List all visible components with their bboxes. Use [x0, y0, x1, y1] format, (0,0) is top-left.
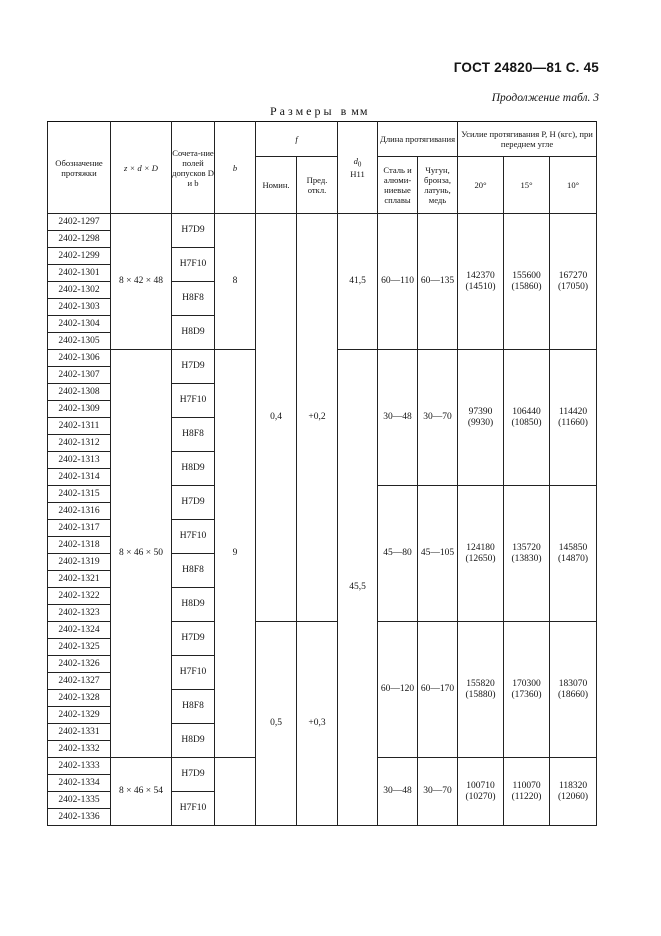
force-10-cell [550, 486, 597, 622]
force-kgf: (15860) [511, 281, 542, 292]
col-angle-15: 15° [504, 157, 550, 214]
designation-cell: 2402-1315 [48, 486, 111, 503]
force-n: 110070 [512, 780, 541, 791]
designation-cell: 2402-1324 [48, 622, 111, 639]
b-cell [215, 758, 256, 826]
length-steel-cell: 45—80 [378, 486, 418, 622]
col-b: b [215, 122, 256, 214]
designation-cell: 2402-1336 [48, 809, 111, 826]
force-15-cell [504, 214, 550, 350]
d0-cell: 45,5 [338, 350, 378, 826]
standard-header: ГОСТ 24820—81 С. 45 [453, 60, 599, 75]
col-f-nominal: Номин. [256, 157, 297, 214]
force-n: 145850 [558, 542, 588, 553]
caption-unit: в мм [340, 104, 369, 118]
designation-cell: 2402-1325 [48, 639, 111, 656]
force-n: 183070 [558, 678, 588, 689]
length-steel-cell: 30—48 [378, 350, 418, 486]
force-15-cell [504, 350, 550, 486]
designation-cell: 2402-1311 [48, 418, 111, 435]
length-steel-cell: 30—48 [378, 758, 418, 826]
col-tolerance-combo: Сочета-ние полей допусков D и b [172, 122, 215, 214]
tolerance-cell: H8D9 [172, 452, 215, 486]
force-n: 167270 [558, 270, 588, 281]
force-n: 124180 [466, 542, 495, 553]
force-kgf: (17050) [557, 281, 589, 292]
force-20-cell [458, 350, 504, 486]
force-n: 106440 [512, 406, 541, 417]
zdD-cell: 8 × 42 × 48 [111, 214, 172, 350]
designation-cell: 2402-1331 [48, 724, 111, 741]
tolerance-cell: H7F10 [172, 792, 215, 826]
force-kgf: (12650) [465, 553, 496, 564]
force-kgf: (11220) [511, 791, 542, 802]
designation-cell: 2402-1334 [48, 775, 111, 792]
designation-cell: 2402-1298 [48, 231, 111, 248]
designation-cell: 2402-1308 [48, 384, 111, 401]
f-nominal-cell: 0,4 [256, 214, 297, 622]
force-n: 155600 [512, 270, 541, 281]
tolerance-cell: H8D9 [172, 316, 215, 350]
force-n: 97390 [468, 406, 493, 417]
col-d0-symbol: d [353, 155, 358, 166]
length-steel-cell: 60—120 [378, 622, 418, 758]
force-kgf: (14510) [465, 281, 496, 292]
force-kgf: (12060) [557, 791, 589, 802]
col-designation: Обозначение протяжки [48, 122, 111, 214]
force-10-cell [550, 622, 597, 758]
force-n: 155820 [466, 678, 495, 689]
col-zdD: z × d × D [111, 122, 172, 214]
force-10-cell [550, 350, 597, 486]
b-cell: 8 [215, 214, 256, 350]
force-10-cell [550, 758, 597, 826]
force-kgf: (13830) [511, 553, 542, 564]
col-angle-20: 20° [458, 157, 504, 214]
length-cast-cell: 60—135 [418, 214, 458, 350]
length-cast-cell: 60—170 [418, 622, 458, 758]
tolerance-cell: H8F8 [172, 418, 215, 452]
designation-cell: 2402-1333 [48, 758, 111, 775]
tolerance-cell: H7D9 [172, 758, 215, 792]
force-10-cell [550, 214, 597, 350]
designation-cell: 2402-1326 [48, 656, 111, 673]
force-n: 100710 [466, 780, 495, 791]
f-deviation-cell: +0,3 [297, 622, 338, 826]
dimensions-caption [270, 104, 368, 119]
designation-cell: 2402-1329 [48, 707, 111, 724]
tolerance-cell: H7F10 [172, 384, 215, 418]
f-deviation-cell: +0,2 [297, 214, 338, 622]
tolerance-cell: H8F8 [172, 554, 215, 588]
col-angle-10: 10° [550, 157, 597, 214]
force-20-cell [458, 214, 504, 350]
force-20-cell [458, 758, 504, 826]
continuation-note: Продолжение табл. 3 [491, 92, 599, 104]
force-n: 170300 [512, 678, 541, 689]
col-length-group: Длина протягивания [378, 122, 458, 157]
force-kgf: (17360) [511, 689, 542, 700]
zdD-cell: 8 × 46 × 50 [111, 350, 172, 758]
force-15-cell [504, 622, 550, 758]
length-cast-cell: 45—105 [418, 486, 458, 622]
col-d0-tolerance: H11 [350, 169, 365, 180]
tolerance-cell: H7F10 [172, 248, 215, 282]
force-20-cell [458, 622, 504, 758]
designation-cell: 2402-1301 [48, 265, 111, 282]
length-steel-cell: 60—110 [378, 214, 418, 350]
tolerance-cell: H7D9 [172, 486, 215, 520]
designation-cell: 2402-1305 [48, 333, 111, 350]
tolerance-cell: H7D9 [172, 214, 215, 248]
zdD-cell: 8 × 46 × 54 [111, 758, 172, 826]
designation-cell: 2402-1335 [48, 792, 111, 809]
designation-cell: 2402-1303 [48, 299, 111, 316]
col-d0-subscript: 0 [357, 160, 362, 169]
length-cast-cell: 30—70 [418, 758, 458, 826]
tolerance-cell: H7F10 [172, 520, 215, 554]
designation-cell: 2402-1313 [48, 452, 111, 469]
designation-cell: 2402-1302 [48, 282, 111, 299]
b-cell: 9 [215, 350, 256, 758]
broach-table [47, 121, 597, 826]
force-n: 135720 [512, 542, 541, 553]
designation-cell: 2402-1327 [48, 673, 111, 690]
force-kgf: (18660) [557, 689, 589, 700]
force-kgf: (10270) [465, 791, 496, 802]
force-20-cell [458, 486, 504, 622]
col-force-group: Усилие протягивания P, Н (кгс), при переднем угле [458, 122, 597, 157]
col-f-deviation: Пред. откл. [297, 157, 338, 214]
col-f: f [256, 122, 338, 157]
force-15-cell [504, 758, 550, 826]
designation-cell: 2402-1309 [48, 401, 111, 418]
designation-cell: 2402-1332 [48, 741, 111, 758]
designation-cell: 2402-1297 [48, 214, 111, 231]
tolerance-cell: H8D9 [172, 724, 215, 758]
designation-cell: 2402-1299 [48, 248, 111, 265]
force-kgf: (10850) [511, 417, 542, 428]
length-cast-cell: 30—70 [418, 350, 458, 486]
designation-cell: 2402-1312 [48, 435, 111, 452]
d0-cell: 41,5 [338, 214, 378, 350]
table-row [48, 214, 597, 231]
designation-cell: 2402-1314 [48, 469, 111, 486]
designation-cell: 2402-1316 [48, 503, 111, 520]
designation-cell: 2402-1321 [48, 571, 111, 588]
designation-cell: 2402-1307 [48, 367, 111, 384]
designation-cell: 2402-1319 [48, 554, 111, 571]
caption-text: Размеры [270, 104, 335, 118]
col-d0 [338, 122, 378, 214]
force-15-cell [504, 486, 550, 622]
force-n: 114420 [558, 406, 588, 417]
tolerance-cell: H7D9 [172, 622, 215, 656]
col-length-cast: Чугун, бронза, латунь, медь [418, 157, 458, 214]
tolerance-cell: H7D9 [172, 350, 215, 384]
f-nominal-cell: 0,5 [256, 622, 297, 826]
designation-cell: 2402-1304 [48, 316, 111, 333]
designation-cell: 2402-1328 [48, 690, 111, 707]
tolerance-cell: H8D9 [172, 588, 215, 622]
force-n: 142370 [466, 270, 495, 281]
tolerance-cell: H8F8 [172, 690, 215, 724]
force-kgf: (9930) [467, 417, 494, 428]
tolerance-cell: H7F10 [172, 656, 215, 690]
designation-cell: 2402-1317 [48, 520, 111, 537]
force-kgf: (15880) [465, 689, 496, 700]
col-length-steel: Сталь и алюми-ниевые сплавы [378, 157, 418, 214]
tolerance-cell: H8F8 [172, 282, 215, 316]
designation-cell: 2402-1318 [48, 537, 111, 554]
designation-cell: 2402-1306 [48, 350, 111, 367]
force-kgf: (11660) [558, 417, 588, 428]
force-kgf: (14870) [557, 553, 589, 564]
designation-cell: 2402-1323 [48, 605, 111, 622]
force-n: 118320 [558, 780, 588, 791]
designation-cell: 2402-1322 [48, 588, 111, 605]
